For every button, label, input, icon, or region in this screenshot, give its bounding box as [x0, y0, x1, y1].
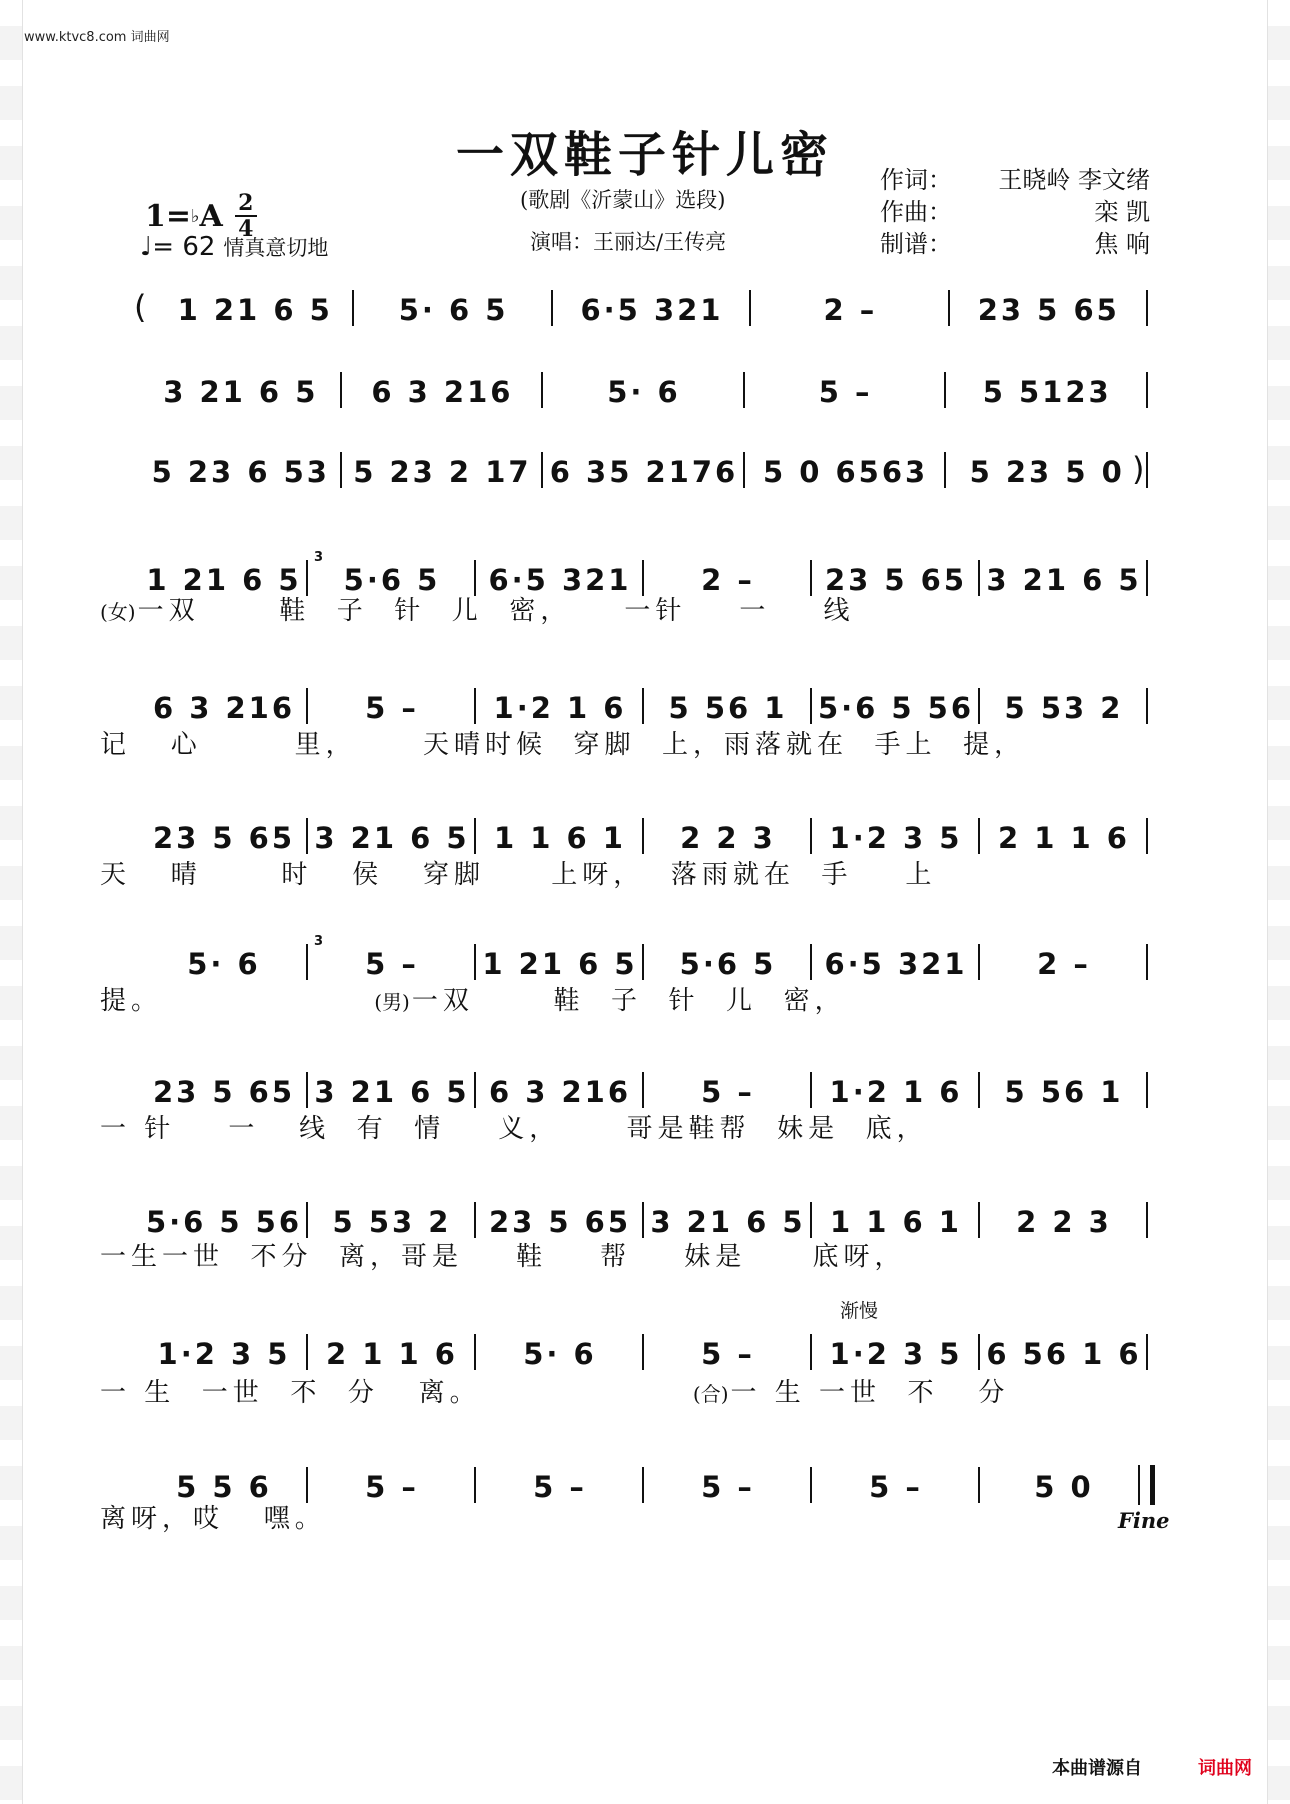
- measure: 5 –: [365, 1470, 419, 1504]
- performers: 演唱：王丽达/王传亮: [530, 230, 727, 254]
- tempo-value: = 62: [152, 232, 216, 262]
- credit-value: 王晓岭 李文绪: [998, 166, 1150, 194]
- measure: 1 1 6 1: [493, 821, 626, 855]
- barline: [978, 1072, 980, 1108]
- barline: [474, 944, 476, 980]
- grace-note: 3: [314, 550, 324, 565]
- barline: [541, 452, 543, 488]
- barline: [1146, 688, 1148, 724]
- role-tag: (男): [374, 990, 410, 1014]
- lyric-line: [100, 728, 1025, 762]
- measure: 6·5 321: [580, 293, 724, 327]
- barline: [306, 1072, 308, 1108]
- barline: [978, 1467, 980, 1503]
- measure: 1·2 3 5: [157, 1337, 291, 1371]
- meter-top: 2: [238, 190, 254, 216]
- barline: [474, 818, 476, 854]
- barline: [948, 290, 950, 326]
- score-line: [140, 676, 1148, 736]
- barline: [306, 688, 308, 724]
- measure: 6 3 216: [152, 691, 296, 725]
- measure: 23 5 65: [152, 821, 296, 855]
- lyric-text: 一双 鞋 子 针 儿 密，: [411, 986, 846, 1016]
- barline: [642, 560, 644, 596]
- credit-value: 焦 响: [1094, 230, 1150, 258]
- measure: 5 53 2: [332, 1205, 452, 1239]
- score-line: [140, 360, 1148, 420]
- measure: 2 1 1 6: [325, 1337, 458, 1371]
- barline: [306, 1467, 308, 1503]
- quarter-note-icon: ♩: [140, 232, 153, 262]
- lyric-text: 提。: [100, 986, 163, 1016]
- measure: 1 1 6 1: [829, 1205, 962, 1239]
- barline: [474, 688, 476, 724]
- measure: 1 21 6 5: [146, 563, 302, 597]
- intro-paren-open: (: [134, 288, 147, 326]
- barline: [306, 1202, 308, 1238]
- barline: [340, 452, 342, 488]
- measure: 1 21 6 5: [482, 947, 638, 981]
- score-line: [140, 806, 1148, 866]
- flat-icon: ♭: [191, 205, 200, 227]
- measure: 23 5 65: [488, 1205, 632, 1239]
- intro-paren-close: ): [1132, 450, 1145, 488]
- measure: 5· 6 5: [398, 293, 509, 327]
- barline: [1146, 290, 1148, 326]
- lyric-line: [100, 1376, 1009, 1410]
- barline: [978, 688, 980, 724]
- measure: 5 56 1: [1004, 1075, 1124, 1109]
- measure: 5 –: [869, 1470, 923, 1504]
- measure: 23 5 65: [824, 563, 968, 597]
- measure: 5 5 6: [176, 1470, 272, 1504]
- footer-brand-link[interactable]: 词曲网: [1198, 1758, 1252, 1779]
- measure: 6·5 321: [488, 563, 632, 597]
- barline: [1146, 1334, 1148, 1370]
- measure: 5· 6: [607, 375, 681, 409]
- barline: [978, 818, 980, 854]
- credit-transcriber: [880, 224, 1150, 256]
- key-tonic: 1: [145, 198, 166, 234]
- barline: [642, 1072, 644, 1108]
- lyric-gap: [162, 986, 374, 1016]
- barline: [1146, 1202, 1148, 1238]
- barline: [306, 560, 308, 596]
- measure: 3 21 6 5: [163, 375, 319, 409]
- barline: [944, 452, 946, 488]
- barline: [810, 818, 812, 854]
- measure: 5 0 6563: [762, 455, 929, 489]
- lyric-line: [100, 1112, 928, 1146]
- key-note: A: [199, 198, 223, 234]
- measure: 5·6 5 56: [145, 1205, 303, 1239]
- barline: [749, 290, 751, 326]
- measure: 2 –: [823, 293, 878, 327]
- barline: [541, 372, 543, 408]
- site-url: www.ktvc8.com 词曲网: [24, 30, 170, 45]
- tempo-marking: [140, 232, 328, 262]
- measure: 5· 6: [523, 1337, 597, 1371]
- lyric-gap: [481, 1378, 693, 1408]
- measure: 6·5 321: [824, 947, 968, 981]
- barline: [352, 290, 354, 326]
- measure: 1·2 3 5: [829, 821, 963, 855]
- lyric-text: 一 生 一世 不 分 离。: [100, 1378, 481, 1408]
- measure: 6 3 216: [488, 1075, 632, 1109]
- meter-bottom: 4: [238, 216, 254, 242]
- lyric-text: 一生一世 不分 离，哥是 鞋 帮 妹是 底呀，: [100, 1242, 906, 1272]
- measure: 23 5 65: [977, 293, 1120, 327]
- barline: [743, 372, 745, 408]
- measure: 1·2 3 5: [829, 1337, 963, 1371]
- measure: 1·2 1 6: [829, 1075, 963, 1109]
- final-barline: [1138, 1465, 1155, 1505]
- tempo-direction: 渐慢: [840, 1300, 879, 1322]
- barline: [810, 1334, 812, 1370]
- page-title: 一双鞋子针儿密: [455, 127, 834, 183]
- barline: [978, 1202, 980, 1238]
- barline: [810, 1467, 812, 1503]
- role-tag: (合): [692, 1382, 729, 1406]
- barline: [306, 944, 308, 980]
- barline: [1146, 944, 1148, 980]
- measure: 3 21 6 5: [986, 563, 1142, 597]
- barline: [944, 372, 946, 408]
- barline: [306, 818, 308, 854]
- barline: [642, 1202, 644, 1238]
- credit-lyricist: [880, 160, 1150, 192]
- credit-value: 栾 凯: [1094, 198, 1150, 226]
- right-watermark-strip: [1267, 0, 1290, 1804]
- measure: 5 –: [365, 691, 419, 725]
- barline: [810, 688, 812, 724]
- barline: [1146, 1072, 1148, 1108]
- barline: [474, 1334, 476, 1370]
- barline: [340, 372, 342, 408]
- score-line: [134, 278, 1148, 338]
- measure: 6 56 1 6: [986, 1337, 1142, 1371]
- score-line: [140, 1060, 1148, 1120]
- credits-block: [880, 160, 1150, 256]
- measure: 5·6 5 56: [817, 691, 975, 725]
- barline: [642, 1467, 644, 1503]
- measure: 3 21 6 5: [314, 821, 470, 855]
- score-line: [140, 440, 1148, 500]
- key-eq: =: [165, 198, 192, 234]
- credit-label: 作曲：: [880, 198, 952, 226]
- barline: [1146, 452, 1148, 488]
- barline: [474, 1072, 476, 1108]
- measure: 5 –: [701, 1470, 755, 1504]
- credit-label: 制谱：: [880, 230, 952, 258]
- barline: [810, 1072, 812, 1108]
- measure: 5 23 5 0: [969, 455, 1125, 489]
- measure: 5·6 5: [679, 947, 777, 981]
- measure: 5 –: [533, 1470, 587, 1504]
- lyric-line: [100, 984, 846, 1018]
- lyric-line: [100, 594, 855, 628]
- measure: 3 21 6 5: [314, 1075, 470, 1109]
- measure: 5 56 1: [668, 691, 788, 725]
- barline: [642, 818, 644, 854]
- score-line: [140, 932, 1148, 992]
- measure: 1 21 6 5: [177, 293, 333, 327]
- measure: 23 5 65: [152, 1075, 296, 1109]
- barline: [978, 944, 980, 980]
- measure: 5 –: [818, 375, 873, 409]
- measure: 5 –: [701, 1337, 755, 1371]
- lyric-text: 天 晴 时 侯 穿脚 上呀， 落雨就在 手 上: [100, 860, 937, 890]
- barline: [474, 560, 476, 596]
- measure: 5·6 5: [343, 563, 441, 597]
- measure: 6 3 216: [371, 375, 514, 409]
- role-tag: (女): [100, 600, 136, 624]
- lyric-text: 记 心 里， 天晴时候 穿脚 上，雨落就在 手上 提，: [100, 730, 1026, 760]
- grace-note: 3: [314, 934, 324, 949]
- lyric-line: [100, 858, 936, 892]
- lyric-line: [100, 1502, 326, 1536]
- score-line: [140, 1322, 1148, 1382]
- measure: 5 23 2 17: [353, 455, 532, 489]
- barline: [474, 1467, 476, 1503]
- measure: 5 23 6 53: [151, 455, 330, 489]
- lyric-text: 离呀，哎 嘿。: [100, 1504, 326, 1534]
- measure: 1·2 1 6: [493, 691, 627, 725]
- barline: [978, 560, 980, 596]
- subtitle: (歌剧《沂蒙山》选段): [520, 188, 726, 212]
- lyric-text: 一 针 一 线 有 情 义， 哥是鞋帮 妹是 底，: [100, 1114, 928, 1144]
- measure: 2 2 3: [680, 821, 776, 855]
- barline: [810, 1202, 812, 1238]
- measure: 5 53 2: [1004, 691, 1124, 725]
- barline: [642, 944, 644, 980]
- barline: [810, 944, 812, 980]
- barline: [1146, 372, 1148, 408]
- tempo-expression: 情真意切地: [223, 236, 329, 260]
- measure: 5 –: [701, 1075, 755, 1109]
- credit-label: 作词：: [880, 166, 952, 194]
- barline: [810, 560, 812, 596]
- measure: 5· 6: [187, 947, 261, 981]
- barline: [978, 1334, 980, 1370]
- measure: 2 –: [701, 563, 755, 597]
- lyric-text: 一 生 一世 不 分: [730, 1378, 1010, 1408]
- measure: 6 35 2176: [549, 455, 739, 489]
- barline: [1146, 560, 1148, 596]
- measure: 2 –: [1037, 947, 1091, 981]
- fine-marking: Fine: [1118, 1508, 1170, 1533]
- measure: 2 2 3: [1016, 1205, 1112, 1239]
- barline: [551, 290, 553, 326]
- measure: 2 1 1 6: [997, 821, 1130, 855]
- measure: 3 21 6 5: [650, 1205, 806, 1239]
- left-watermark-strip: [0, 0, 23, 1804]
- barline: [306, 1334, 308, 1370]
- lyric-text: 一双 鞋 子 针 儿 密， 一针 一 线: [137, 596, 855, 626]
- barline: [642, 688, 644, 724]
- footer-source: 本曲谱源自: [1052, 1758, 1142, 1779]
- lyric-line: [100, 1240, 906, 1274]
- barline: [474, 1202, 476, 1238]
- measure: 5 –: [365, 947, 419, 981]
- barline: [1146, 818, 1148, 854]
- measure: 5 5123: [982, 375, 1112, 409]
- measure: 5 0: [1034, 1470, 1094, 1504]
- barline: [743, 452, 745, 488]
- barline: [642, 1334, 644, 1370]
- credit-composer: [880, 192, 1150, 224]
